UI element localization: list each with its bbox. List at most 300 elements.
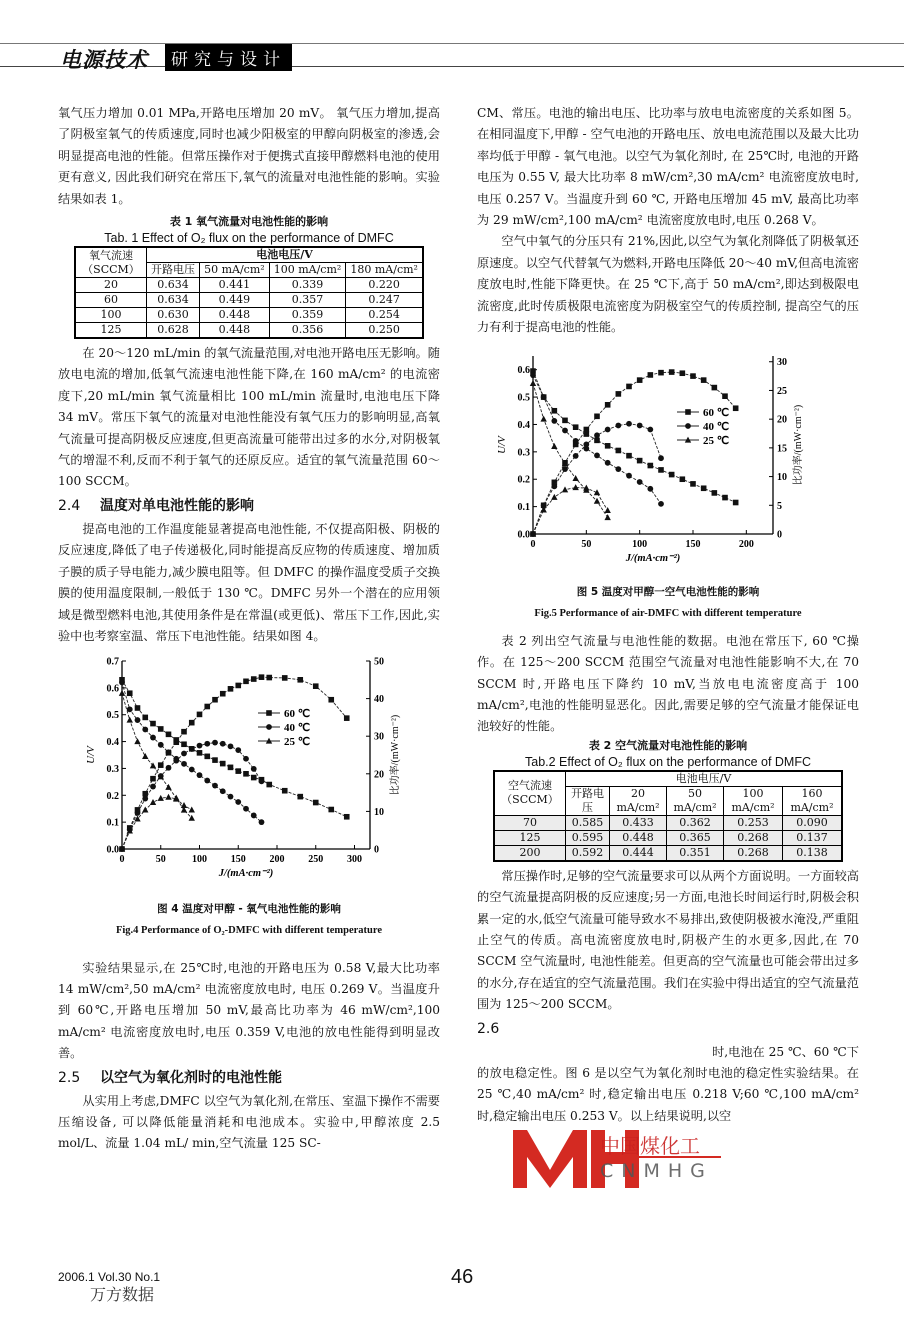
- y-tick-label: 0.7: [106, 656, 119, 668]
- data-point-circle: [127, 707, 133, 713]
- data-point-square: [605, 443, 611, 449]
- data-point-square: [127, 691, 133, 697]
- data-point-triangle: [604, 515, 610, 521]
- data-point-triangle: [119, 690, 125, 696]
- x-axis-label: J/(mA·cm⁻²): [625, 553, 681, 565]
- table1-col-header: 180 mA/cm²: [346, 263, 423, 278]
- data-point-square: [616, 448, 622, 454]
- data-point-triangle: [594, 490, 600, 496]
- data-point-square: [616, 392, 622, 398]
- legend-marker-square: [266, 711, 272, 717]
- table2-value-cell: 0.585: [566, 815, 610, 830]
- data-point-square: [594, 414, 600, 420]
- data-point-circle: [166, 750, 172, 756]
- data-point-square: [243, 771, 249, 777]
- table1-value-cell: 0.359: [269, 308, 346, 323]
- table1-flow-cell: 20: [75, 278, 147, 293]
- data-point-triangle: [165, 784, 171, 790]
- data-point-square: [733, 406, 739, 412]
- table2-value-cell: 0.268: [724, 830, 783, 845]
- table2-value-cell: 0.595: [566, 830, 610, 845]
- data-point-triangle: [189, 807, 195, 813]
- data-point-triangle: [127, 717, 133, 723]
- data-point-square: [212, 758, 218, 764]
- legend-label: 25 ℃: [703, 435, 730, 448]
- data-point-circle: [647, 427, 653, 433]
- series-line-square-right: [122, 677, 347, 849]
- legend-marker-circle: [266, 724, 272, 730]
- data-point-triangle: [165, 794, 171, 800]
- table2-value-cell: 0.448: [610, 830, 667, 845]
- y2-tick-label: 30: [777, 357, 787, 369]
- data-point-triangle: [562, 487, 568, 493]
- data-point-square: [181, 742, 187, 748]
- data-point-square: [669, 472, 675, 478]
- y-tick-label: 0.6: [517, 365, 530, 377]
- data-point-circle: [228, 794, 234, 800]
- data-point-square: [680, 371, 686, 377]
- series-line-square-right: [533, 373, 736, 535]
- data-point-square: [701, 486, 707, 492]
- data-point-circle: [212, 783, 218, 789]
- legend-label: 40 ℃: [284, 722, 311, 735]
- right-column: [477, 103, 859, 1127]
- data-point-square: [251, 677, 257, 683]
- data-point-square: [220, 691, 226, 697]
- data-point-circle: [197, 743, 203, 749]
- data-point-circle: [166, 765, 172, 771]
- paragraph: 从实用上考虑,DMFC 以空气为氧化剂,在常压、室温下操作不需要压缩设备, 可以降低能量消耗和电池成本。实验中,甲醇浓度 2.5 mol/L、流量 1.04 mL/ min,空气流量 125 SC-: [58, 1093, 440, 1151]
- data-point-square: [733, 500, 739, 506]
- heading-title: 温度对单电池性能的影响: [100, 497, 254, 514]
- fig5-chart: [477, 348, 859, 574]
- watermark-en: CNMHG: [600, 1160, 713, 1182]
- section-heading-2-5: [58, 1067, 440, 1089]
- data-point-circle: [150, 735, 156, 741]
- table1-group-header: 电池电压/V: [147, 247, 424, 263]
- section-tag: 研究与设计: [165, 44, 292, 71]
- y2-tick-label: 25: [777, 386, 787, 398]
- data-point-circle: [594, 453, 600, 459]
- table1-row: [75, 278, 423, 293]
- data-point-triangle: [181, 802, 187, 808]
- data-point-circle: [220, 741, 226, 747]
- fig4-caption-cn: 图 4 温度对甲醇 - 氧气电池性能的影响: [157, 902, 341, 915]
- y-tick-label: 0.1: [517, 502, 530, 514]
- data-point-circle: [615, 423, 621, 429]
- data-point-circle: [594, 433, 600, 439]
- table1-value-cell: 0.357: [269, 293, 346, 308]
- table2-group-header: 电池电压/V: [566, 771, 843, 787]
- heading-number: 2.6: [477, 1020, 500, 1037]
- data-point-square: [562, 418, 568, 424]
- footer-source: 万方数据: [90, 1285, 155, 1304]
- data-point-circle: [583, 442, 589, 448]
- data-point-square: [220, 761, 226, 767]
- data-point-square: [166, 732, 172, 738]
- table2-value-cell: 0.433: [610, 815, 667, 830]
- footer-issue: 2006.1 Vol.30 No.1: [58, 1270, 161, 1284]
- paragraph: 表 2 列出空气流量与电池性能的数据。电池在常压下, 60 ℃操作。在 125～200 SCCM 范围空气流量对电池性能影响不大,在 70 SCCM 时,开路电压下降约 10 mV,当放电电流密度高于 100 mA/cm²,电池的性能明显恶化。因此,需要足够的空气流量才能保证电池较好的性能。: [477, 633, 859, 734]
- paragraph: 在 20～120 mL/min 的氧气流量范围,对电池开路电压无影响。随放电电流的增加,低氧气流速电池性能下降,在 160 mA/cm² 的电流密度下,20 mL/min 氧气流量相比 100 mL/min 流量时,电池电压下降 34 mV。常压下氧气的流量对电池性能没有氧气压力的影响明显,高氧气流量可提高阴极反应速度,但更高流量可能带出过多的水分,对阴极氧气的增湿不利,反而不利于氧气的还原反应。适宜的氧气流量范围 60～100 SCCM。: [58, 346, 440, 489]
- data-point-square: [150, 776, 156, 782]
- x-tick-label: 100: [632, 539, 648, 551]
- paragraph: 常压操作时,足够的空气流量要求可以从两个方面说明。一方面较高的空气流量提高阴极的反应速度;另一方面,电池长时间运行时,阴极会积累一定的水,低空气流量可能导致水不易排出,致使阴极被水淹没,严重阻止空气的传质。高电流密度放电时,阴极产生的水更多,因此,在 70 SCCM 空气流量时, 电池性能差。但更高的空气流量也可能会带出过多的水分,存在适宜的空气流量范围。我们在实验中得出适宜的空气流量范围为 125～200 SCCM。: [477, 868, 859, 1012]
- y-tick-label: 0.1: [106, 817, 119, 829]
- legend-label: 60 ℃: [284, 708, 311, 721]
- data-point-square: [344, 814, 350, 820]
- data-point-square: [282, 675, 288, 681]
- y-axis-label: U/V: [85, 746, 97, 765]
- data-point-square: [135, 706, 141, 712]
- data-point-circle: [158, 742, 164, 748]
- data-point-square: [712, 385, 718, 391]
- data-point-square: [605, 402, 611, 408]
- data-point-circle: [259, 779, 265, 785]
- table1-value-cell: 0.630: [147, 308, 200, 323]
- data-point-circle: [637, 423, 643, 429]
- heading-number: 2.4: [58, 497, 81, 514]
- y-tick-label: 0.2: [517, 475, 530, 487]
- data-point-circle: [197, 773, 203, 779]
- data-point-circle: [626, 473, 632, 479]
- table1-value-cell: 0.448: [200, 308, 270, 323]
- series-line-triangle-left: [533, 384, 608, 518]
- x-tick-label: 300: [347, 854, 362, 866]
- table1-col-header: 开路电压: [147, 263, 200, 278]
- table1-flow-cell: 100: [75, 308, 147, 323]
- y2-tick-label: 10: [777, 472, 787, 484]
- y2-axis-label: 比功率/(mW·cm⁻²): [390, 715, 401, 796]
- data-point-circle: [189, 767, 195, 773]
- data-point-circle: [135, 717, 141, 723]
- data-point-triangle: [530, 380, 536, 386]
- table2-flow-cell: 125: [494, 830, 566, 845]
- data-point-triangle: [604, 508, 610, 514]
- paragraph: 氧气压力增加 0.01 MPa,开路电压增加 20 mV。 氧气压力增加,提高了阴极室氧气的传质速度,同时也减少阳极室的甲醇向阴极室的渗透,会明显提高电池的性能。但常压操作对于便携式直接甲醇燃料电池的使用更有意义, 因此我们研究在常压下,氧气的流量对电池性能的影响。实验结果如表 1。: [58, 106, 440, 206]
- x-tick-label: 150: [685, 539, 701, 551]
- data-point-square: [243, 679, 249, 685]
- data-point-circle: [220, 789, 226, 795]
- data-point-square: [150, 721, 156, 727]
- data-point-circle: [204, 778, 210, 784]
- table1-row-header: 氧气流速（SCCM）: [75, 247, 147, 278]
- table1-flow-cell: 60: [75, 293, 147, 308]
- table2-col-header: 160 mA/cm²: [782, 786, 842, 815]
- table2-value-cell: 0.362: [667, 815, 724, 830]
- heading-title: 以空气为氧化剂时的电池性能: [100, 1069, 282, 1086]
- paragraph: 提高电池的工作温度能显著提高电池性能, 不仅提高阳极、阴极的反应速度,降低了电子传递极化,同时能提高反应物的传质速度、增加质子膜的质子导电能力,减少膜电阻等。但 DMFC 的操作温度受质子交换膜的使用温度限制,一般低于 130 ℃。DMFC 另外一个潜在的应用领域是微型燃料电池,其使用条件是在常温(或更低)、常压下工作,因此,实验中也考察室温、常压下电池性能。结果如图 4。: [58, 521, 440, 643]
- y-axis-label: U/V: [496, 436, 508, 455]
- table1-value-cell: 0.254: [346, 308, 423, 323]
- table2-row-header: 空气流速（SCCM）: [494, 771, 566, 816]
- y-tick-label: 0.0: [106, 844, 119, 856]
- series-line-triangle-left: [122, 694, 192, 819]
- page-number: 46: [451, 1266, 474, 1288]
- data-point-square: [142, 715, 148, 721]
- fig4-caption-en: Fig.4 Performance of O₂-DMFC with different temperature: [115, 925, 383, 937]
- table2-value-cell: 0.137: [782, 830, 842, 845]
- data-point-square: [189, 720, 195, 726]
- y2-tick-label: 10: [374, 807, 384, 819]
- table1-row: [75, 323, 423, 339]
- table1-title-en: Tab. 1 Effect of O₂ flux on the performance of DMFC: [104, 231, 394, 246]
- y-tick-label: 0.5: [517, 393, 530, 405]
- data-point-circle: [235, 799, 241, 805]
- table1-flow-cell: 125: [75, 323, 147, 339]
- x-tick-label: 50: [155, 854, 166, 866]
- table1-block: [58, 214, 440, 339]
- data-point-square: [259, 675, 265, 681]
- data-point-square: [266, 782, 272, 788]
- fig5-caption-cn: 图 5 温度对甲醇一空气电池性能的影响: [576, 585, 760, 598]
- data-point-square: [658, 370, 664, 376]
- x-tick-label: 150: [230, 854, 246, 866]
- data-point-square: [251, 775, 257, 781]
- paragraph: 空气中氧气的分压只有 21%,因此,以空气为氧化剂降低了阴极氧还原速度。以空气代替氧气为燃料,开路电压降低 20～40 mV,但高电流密度放电时,性能下降更快。在 25 ℃下,高于 50 mA/cm²,即达到极限电流密度,此时传质极限电流密度为阴极室空气的传质控制, 提高空气的压力有利于提高电池的性能。: [477, 234, 859, 335]
- table2-col-header: 开路电压: [566, 786, 610, 815]
- y2-tick-label: 0: [374, 844, 379, 856]
- data-point-square: [573, 425, 579, 431]
- table1-value-cell: 0.628: [147, 323, 200, 339]
- data-point-square: [158, 763, 164, 769]
- y-tick-label: 0.5: [106, 710, 119, 722]
- data-point-square: [626, 384, 632, 390]
- data-point-circle: [119, 680, 125, 686]
- data-point-circle: [541, 395, 547, 401]
- data-point-square: [197, 750, 203, 756]
- y2-tick-label: 15: [777, 443, 787, 455]
- data-point-square: [637, 378, 643, 384]
- data-point-square: [669, 370, 675, 376]
- table2-row: [494, 815, 842, 830]
- x-tick-label: 0: [119, 854, 125, 866]
- data-point-square: [204, 704, 210, 710]
- data-point-square: [328, 697, 334, 703]
- data-point-square: [701, 378, 707, 384]
- table2-flow-cell: 200: [494, 845, 566, 861]
- y-tick-label: 0.2: [106, 791, 119, 803]
- data-point-circle: [142, 796, 148, 802]
- data-point-square: [235, 769, 241, 775]
- fig4-chart: [58, 655, 440, 891]
- data-point-circle: [135, 810, 141, 816]
- data-point-circle: [189, 746, 195, 752]
- table2-value-cell: 0.268: [724, 845, 783, 861]
- data-point-circle: [626, 421, 632, 427]
- data-point-square: [297, 794, 303, 800]
- table2-flow-cell: 70: [494, 815, 566, 830]
- data-point-triangle: [540, 416, 546, 422]
- data-point-square: [584, 427, 590, 433]
- data-point-circle: [251, 813, 257, 819]
- table1-row: [75, 293, 423, 308]
- data-point-square: [344, 716, 350, 722]
- left-column: [58, 103, 440, 1155]
- y-tick-label: 0.4: [106, 737, 119, 749]
- data-point-circle: [551, 484, 557, 490]
- data-point-circle: [551, 418, 557, 424]
- table2-title-cn: 表 2 空气流量对电池性能的影响: [588, 738, 748, 752]
- y2-tick-label: 0: [777, 529, 782, 541]
- figure-5: [477, 348, 859, 624]
- data-point-circle: [658, 456, 664, 462]
- x-tick-label: 50: [581, 539, 592, 551]
- legend-label: 60 ℃: [703, 407, 730, 420]
- data-point-square: [328, 807, 334, 813]
- data-point-triangle: [150, 799, 156, 805]
- x-tick-label: 0: [530, 539, 536, 551]
- table1-value-cell: 0.339: [269, 278, 346, 293]
- table2-title-en: Tab.2 Effect of O₂ flux on the performance of DMFC: [525, 754, 811, 769]
- table2-value-cell: 0.090: [782, 815, 842, 830]
- table1-value-cell: 0.634: [147, 278, 200, 293]
- table2: [493, 770, 843, 862]
- y2-tick-label: 50: [374, 656, 384, 668]
- data-point-circle: [573, 453, 579, 459]
- data-point-triangle: [150, 763, 156, 769]
- data-point-circle: [212, 740, 218, 746]
- y2-axis-label: 比功率/(mW·cm⁻²): [793, 405, 804, 486]
- fig5-caption-en: Fig.5 Performance of air-DMFC with different temperature: [534, 608, 802, 620]
- table2-col-header: 50 mA/cm²: [667, 786, 724, 815]
- data-point-square: [173, 740, 179, 746]
- data-point-square: [552, 408, 558, 414]
- data-point-square: [648, 373, 654, 379]
- table1-col-header: 100 mA/cm²: [269, 263, 346, 278]
- data-point-circle: [637, 480, 643, 486]
- data-point-square: [722, 495, 728, 501]
- section-heading-2-4: [58, 495, 440, 517]
- heading-number: 2.5: [58, 1069, 81, 1086]
- paragraph: 的放电稳定性。图 6 是以空气为氧化剂时电池的稳定性实验结果。在 25 ℃,40 mA/cm² 时,稳定输出电压 0.218 V;60 ℃,100 mA/cm² 时,稳定输出电压 0.253 V。以上结果说明,以空: [477, 1065, 859, 1123]
- data-point-circle: [605, 460, 611, 466]
- data-point-circle: [573, 438, 579, 444]
- y-tick-label: 0.6: [106, 683, 119, 695]
- data-point-circle: [605, 427, 611, 433]
- x-axis-label: J/(mA·cm⁻²): [218, 868, 274, 880]
- data-point-square: [266, 675, 272, 681]
- data-point-circle: [150, 784, 156, 790]
- y-tick-label: 0.3: [517, 447, 530, 459]
- y2-tick-label: 5: [777, 501, 782, 513]
- data-point-circle: [204, 741, 210, 747]
- table1-value-cell: 0.356: [269, 323, 346, 339]
- table2-value-cell: 0.138: [782, 845, 842, 861]
- y2-tick-label: 40: [374, 694, 384, 706]
- data-point-square: [313, 800, 319, 806]
- table2-value-cell: 0.444: [610, 845, 667, 861]
- data-point-square: [158, 726, 164, 732]
- data-point-triangle: [142, 807, 148, 813]
- table1-value-cell: 0.634: [147, 293, 200, 308]
- table2-col-header: 20 mA/cm²: [610, 786, 667, 815]
- data-point-square: [181, 729, 187, 735]
- data-point-square: [626, 453, 632, 459]
- data-point-triangle: [572, 485, 578, 491]
- data-point-square: [648, 463, 654, 469]
- data-point-square: [722, 394, 728, 400]
- data-point-square: [313, 684, 319, 690]
- data-point-triangle: [134, 738, 140, 744]
- journal-logo: 电源技术: [60, 47, 148, 72]
- table1-value-cell: 0.449: [200, 293, 270, 308]
- watermark-cn: 中国煤化工: [600, 1134, 700, 1158]
- table1-value-cell: 0.448: [200, 323, 270, 339]
- table2-value-cell: 0.253: [724, 815, 783, 830]
- data-point-circle: [647, 486, 653, 492]
- data-point-square: [228, 686, 234, 692]
- table2-value-cell: 0.592: [566, 845, 610, 861]
- paragraph: 时,电池在 25 ℃、60 ℃下: [712, 1044, 859, 1059]
- data-point-square: [712, 491, 718, 497]
- y-tick-label: 0.3: [106, 764, 119, 776]
- table2-row: [494, 830, 842, 845]
- data-point-square: [690, 482, 696, 488]
- data-point-triangle: [551, 443, 557, 449]
- y-tick-label: 0.4: [517, 420, 530, 432]
- data-point-square: [637, 458, 643, 464]
- data-point-circle: [181, 751, 187, 757]
- data-point-circle: [181, 761, 187, 767]
- data-point-square: [658, 468, 664, 474]
- data-point-square: [228, 765, 234, 771]
- x-tick-label: 100: [192, 854, 207, 866]
- data-point-square: [297, 677, 303, 683]
- legend-marker-circle: [685, 424, 691, 430]
- paragraph: CM、常压。电池的输出电压、比功率与放电电流密度的关系如图 5。在相同温度下,甲醇 - 空气电池的开路电压、放电电流范围以及最大比功率均低于甲醇 - 氧气电池。以空气为氧化剂时, 在 25℃时, 电池的开路电压为 0.55 V, 最大比功率 8 mW/cm²,30 mA/cm² 电流密度放电时,电压 0.257 V。当温度升到 60 ℃, 开路电压增加 45 mV, 最高比功率为 29 mW/cm²,100 mA/cm² 电流密度放电时,电压 0.268 V。: [477, 106, 859, 228]
- data-point-circle: [235, 748, 241, 754]
- data-point-circle: [530, 373, 536, 379]
- data-point-circle: [243, 756, 249, 762]
- table2-value-cell: 0.365: [667, 830, 724, 845]
- data-point-square: [690, 374, 696, 380]
- data-point-triangle: [551, 494, 557, 500]
- x-tick-label: 200: [738, 539, 754, 551]
- data-point-circle: [259, 820, 265, 826]
- data-point-square: [594, 438, 600, 444]
- data-point-square: [212, 697, 218, 703]
- data-point-circle: [658, 501, 664, 507]
- y2-tick-label: 30: [374, 732, 384, 744]
- table1-col-header: 50 mA/cm²: [200, 263, 270, 278]
- data-point-square: [282, 788, 288, 794]
- legend-label: 25 ℃: [284, 736, 311, 749]
- table1-value-cell: 0.220: [346, 278, 423, 293]
- legend-marker-square: [685, 410, 691, 416]
- data-point-circle: [615, 467, 621, 473]
- data-point-circle: [251, 766, 257, 772]
- data-point-square: [235, 683, 241, 689]
- table2-col-header: 100 mA/cm²: [724, 786, 783, 815]
- data-point-triangle: [142, 753, 148, 759]
- y-tick-label: 0.0: [517, 529, 530, 541]
- y2-tick-label: 20: [777, 415, 787, 427]
- data-point-circle: [228, 744, 234, 750]
- data-point-square: [680, 477, 686, 483]
- data-point-circle: [562, 428, 568, 434]
- paragraph: 实验结果显示,在 25℃时,电池的开路电压为 0.58 V,最大比功率 14 mW/cm²,50 mA/cm² 电流密度放电时, 电压 0.269 V。当温度升到 60℃,开路电压增加 50 mV,最高比功率为 46 mW/cm²,100 mA/cm² 电流密度放电时,电压 0.359 V,电池的放电性能得到明显改善。: [58, 960, 440, 1061]
- data-point-circle: [243, 806, 249, 812]
- legend-label: 40 ℃: [703, 421, 730, 434]
- table2-row: [494, 845, 842, 861]
- table1-row: [75, 308, 423, 323]
- x-tick-label: 200: [269, 854, 285, 866]
- data-point-circle: [173, 758, 179, 764]
- data-point-square: [204, 754, 210, 760]
- x-tick-label: 250: [308, 854, 324, 866]
- table2-block: [477, 738, 859, 862]
